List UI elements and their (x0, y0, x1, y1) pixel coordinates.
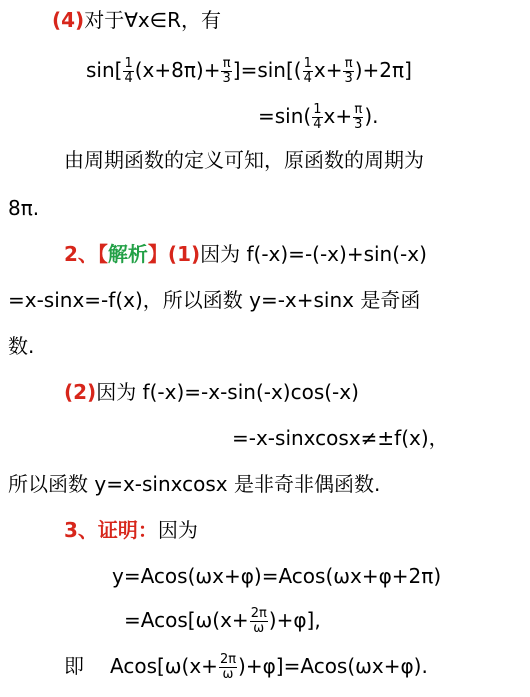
frac-den: 3 (344, 71, 353, 86)
q2-part2-label: (2) (64, 380, 97, 404)
eq-text: ]=sin[( (232, 58, 302, 82)
eq-text: )+φ], (268, 608, 321, 632)
frac-den: 3 (222, 71, 231, 86)
q2-part1-line1: 因为 f(-x)=-(-x)+sin(-x) (200, 242, 427, 266)
analysis-tag-text: 解析 (107, 242, 148, 266)
eq3-prefix: 即 (64, 654, 84, 678)
q3-equation-2 (124, 606, 321, 636)
q2-part2-line1 (64, 378, 359, 406)
q2-part2-line3: 所以函数 y=x-sinxcosx 是非奇非偶函数. (8, 472, 381, 496)
frac-num: 2π (250, 606, 267, 621)
q3-heading-line (64, 516, 198, 544)
frac-num: π (354, 102, 363, 117)
frac-num: 2π (219, 652, 237, 667)
frac-den: ω (253, 621, 265, 636)
p4-label: (4) (52, 8, 85, 32)
eq-text: x+ (313, 58, 343, 82)
fraction (219, 653, 237, 682)
eq-text: x+ (323, 104, 353, 128)
fraction (250, 607, 268, 636)
frac-num: π (222, 56, 231, 71)
fraction (221, 57, 231, 86)
fraction (312, 103, 322, 132)
q3-equation-1: y=Acos(ωx+φ)=Acos(ωx+φ+2π) (112, 564, 442, 588)
q3-intro: 因为 (157, 518, 198, 542)
fraction (303, 57, 313, 86)
frac-num: 1 (303, 56, 312, 71)
p4-conclusion-line-2: 8π. (8, 196, 40, 220)
eq-text: =Acos[ω(x+ (124, 608, 249, 632)
p4-conclusion-line-1: 由周期函数的定义可知，原函数的周期为 (64, 148, 424, 172)
q2-part1-line3: 数. (8, 334, 35, 358)
q2-number: 2、 (64, 242, 98, 266)
eq-text: )+φ]=Acos(ωx+φ). (238, 654, 428, 678)
frac-den: 4 (303, 71, 312, 86)
eq-text: ). (364, 104, 379, 128)
frac-num: 1 (313, 102, 322, 117)
eq-text: Acos[ω(x+ (110, 654, 218, 678)
fraction (123, 57, 133, 86)
frac-den: 4 (124, 71, 133, 86)
q3-label: 3、证明： (64, 518, 158, 542)
p4-intro: 对于∀x∈R，有 (84, 8, 222, 32)
frac-num: π (344, 56, 353, 71)
fraction (353, 103, 363, 132)
q2-part2-text: 因为 f(-x)=-x-sin(-x)cos(-x) (96, 380, 359, 404)
eq-text: =sin( (258, 104, 312, 128)
analysis-tag: 【解析】 (97, 242, 168, 266)
frac-den: 4 (313, 117, 322, 132)
fraction (343, 57, 353, 86)
frac-num: 1 (124, 56, 133, 71)
p4-intro-line (52, 6, 221, 34)
q2-part2-line2: =-x-sinxcosx≠±f(x)， (232, 426, 449, 450)
q2-part1-label: (1) (167, 242, 201, 266)
frac-den: ω (222, 667, 234, 682)
eq-text: sin[ (86, 58, 123, 82)
q3-equation-3 (64, 652, 428, 682)
eq-text: )+2π] (354, 58, 412, 82)
q2-part1-line2: =x-sinx=-f(x)，所以函数 y=-x+sinx 是奇函 (8, 288, 421, 312)
q2-heading-line (64, 240, 427, 268)
p4-equation-2 (258, 102, 379, 132)
frac-den: 3 (354, 117, 363, 132)
p4-equation-1 (86, 56, 412, 86)
eq-text: (x+8π)+ (134, 58, 221, 82)
